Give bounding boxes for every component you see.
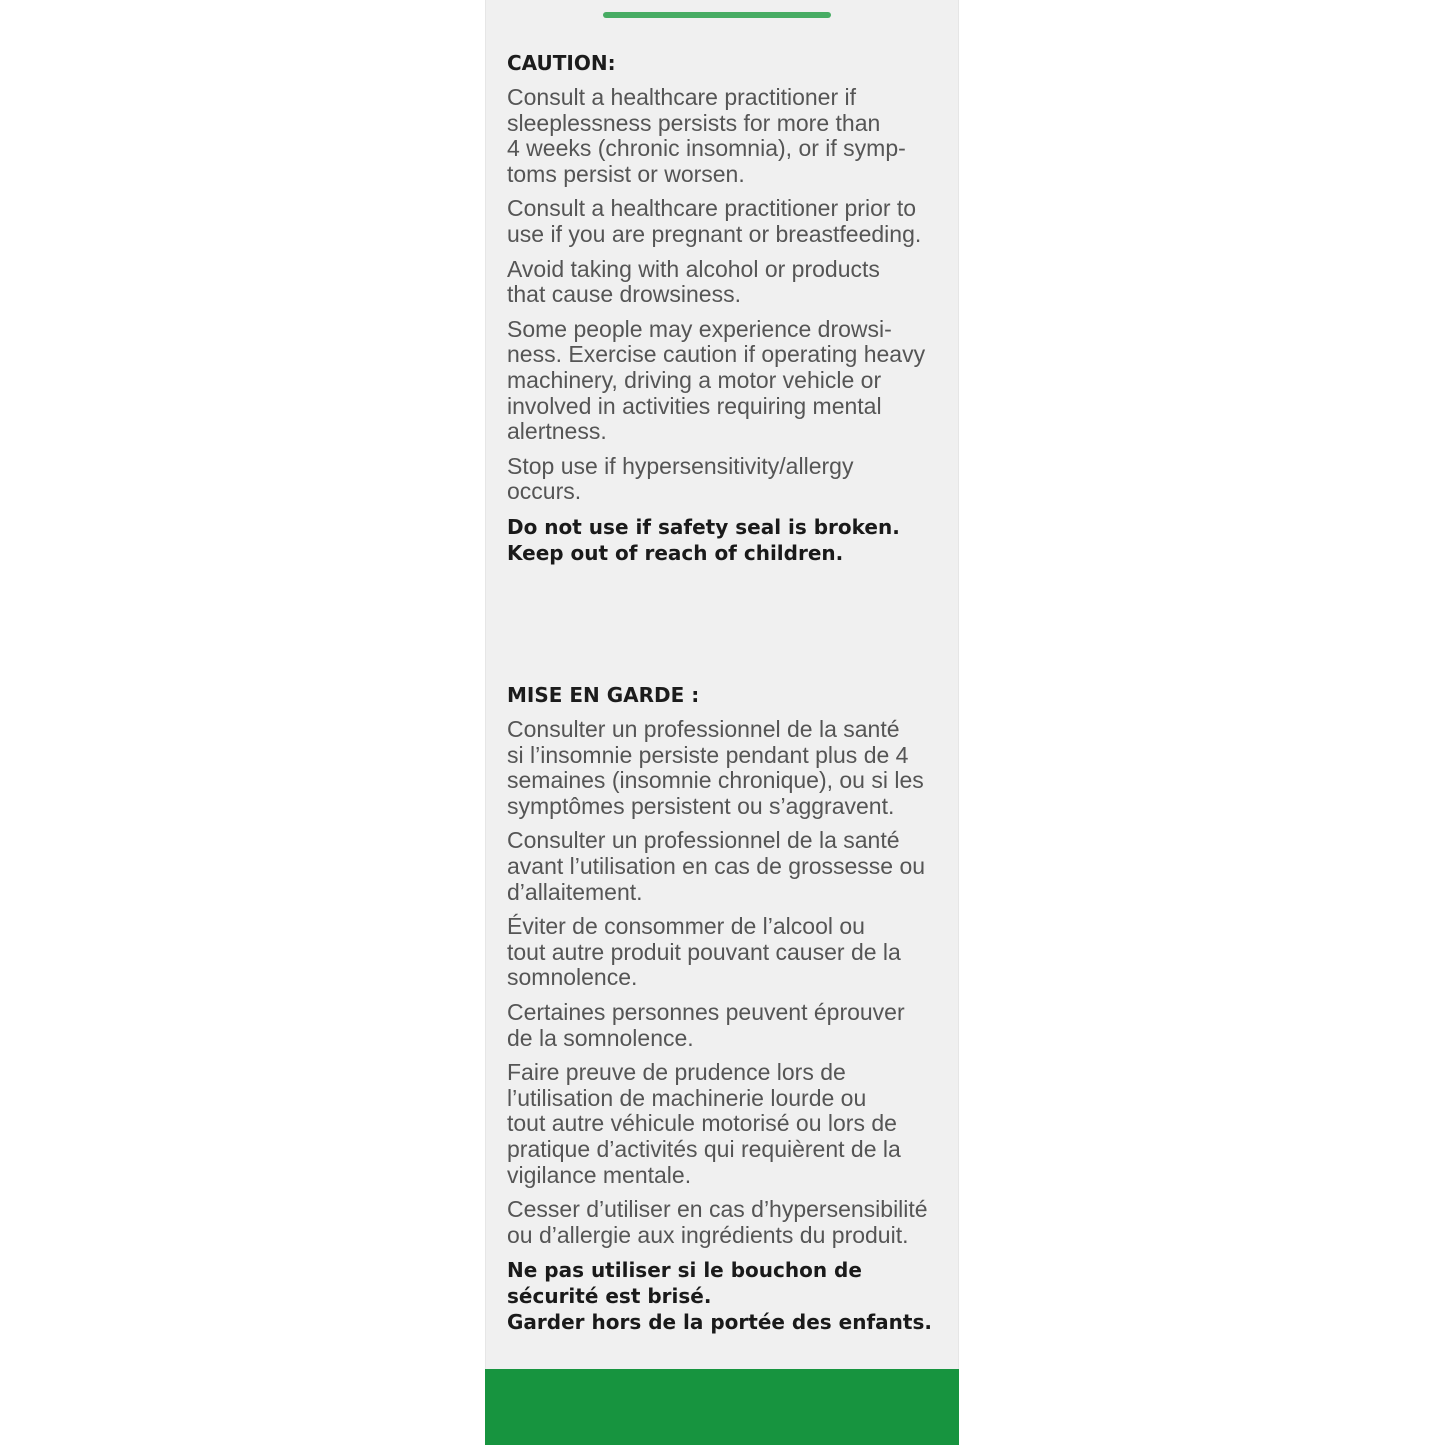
mise-en-garde-heading: MISE EN GARDE : xyxy=(507,683,700,707)
mise-en-garde-paragraph: Consulter un professionnel de la santé si l’insomnie persiste pendant plus de 4 semaines (insomnie chronique), ou si les symptômes persistent ou s’aggravent. xyxy=(507,716,924,819)
top-flap-cut-off xyxy=(485,0,959,22)
mise-en-garde-paragraph: Cesser d’utiliser en cas d’hypersensibilité ou d’allergie aux ingrédients du produit. xyxy=(507,1196,928,1248)
mise-en-garde-paragraph: Éviter de consommer de l’alcool ou tout autre produit pouvant causer de la somnolence. xyxy=(507,913,901,991)
bottom-green-band xyxy=(485,1369,959,1445)
mise-en-garde-paragraph: Consulter un professionnel de la santé avant l’utilisation en cas de grossesse ou d’allaitement. xyxy=(507,827,926,905)
caution-heading: CAUTION: xyxy=(507,51,616,75)
caution-section-french xyxy=(507,682,947,1335)
caution-section-english xyxy=(507,50,947,566)
top-green-stripe xyxy=(603,12,831,18)
mise-en-garde-paragraph: Certaines personnes peuvent éprouver de la somnolence. xyxy=(507,998,905,1051)
caution-paragraph: Stop use if hypersensitivity/allergy occurs. xyxy=(507,452,854,505)
caution-paragraph: Consult a healthcare practitioner prior to use if you are pregnant or breastfeeding. xyxy=(507,195,922,247)
caution-paragraph: Consult a healthcare practitioner if sleeplessness persists for more than 4 weeks (chronic insomnia), or if symp- toms persist or worsen. xyxy=(507,84,906,187)
caution-paragraph: Avoid taking with alcohol or products that cause drowsiness. xyxy=(507,255,880,308)
mise-en-garde-paragraph: Faire preuve de prudence lors de l’utilisation de machinerie lourde ou tout autre véhicule motorisé ou lors de pratique d’activités qui requièrent de la vigilance mentale. xyxy=(507,1059,901,1188)
safety-warning: Do not use if safety seal is broken. Keep out of reach of children. xyxy=(507,514,900,565)
package-side-panel xyxy=(485,0,959,1445)
avertissement-securite: Ne pas utiliser si le bouchon de sécurité est brisé. Garder hors de la portée des enfants. xyxy=(507,1258,932,1335)
caution-paragraph: Some people may experience drowsi- ness. Exercise caution if operating heavy machinery, driving a motor vehicle or involved in activities requiring mental alertness. xyxy=(507,315,926,445)
